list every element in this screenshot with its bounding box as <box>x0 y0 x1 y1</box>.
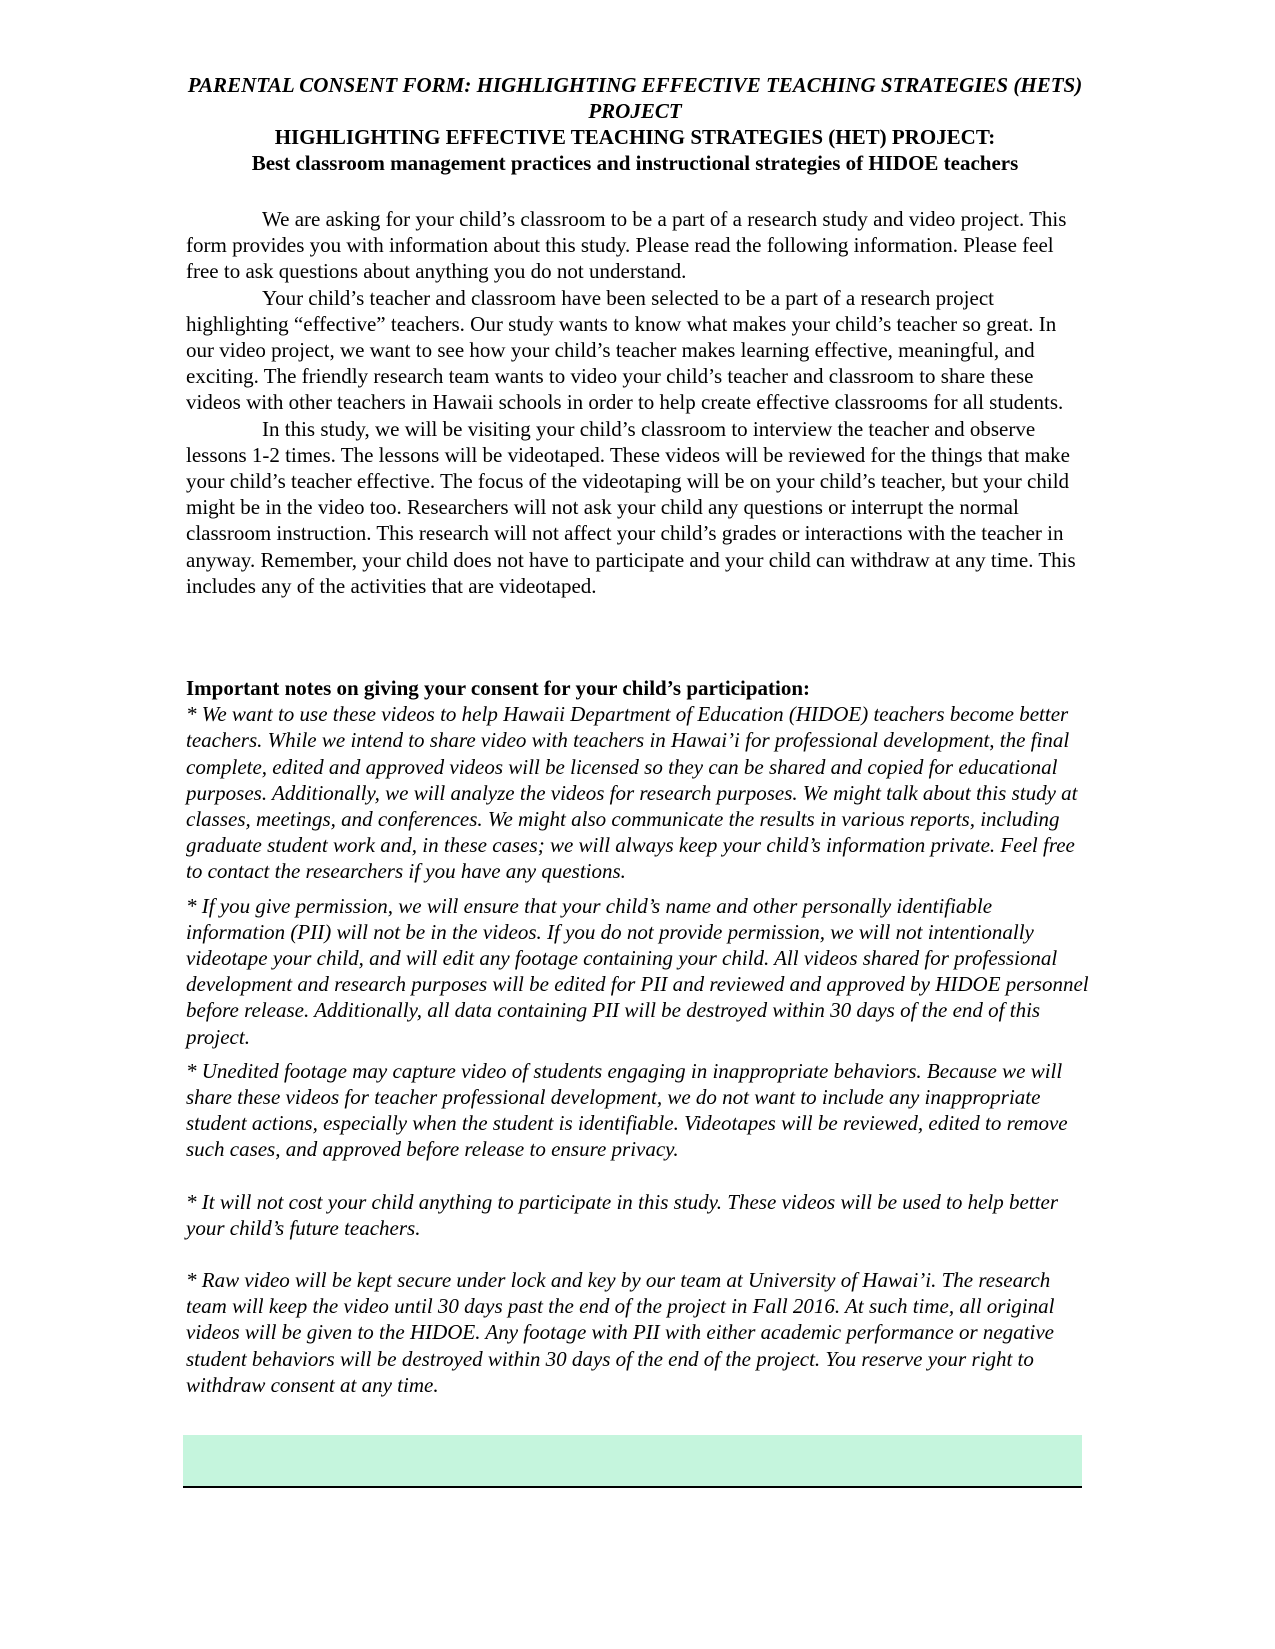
note-item-cost: * It will not cost your child anything to participate in this study. These videos will be used to help better your child’s future teachers. <box>186 1189 1058 1240</box>
note-item-usage: * We want to use these videos to help Hawaii Department of Education (HIDOE) teachers become better teachers. While we intend to share video with teachers in Hawai’i for professional development, the final complete, edited and approved videos will be licensed so they can be shared and copied for educational purposes. Additionally, we will analyze the videos for research purposes. We might talk about this study at classes, meetings, and conferences. We might also communicate the results in various reports, including graduate student work and, in these cases; we will always keep your child’s information private. Feel free to contact the researchers if you have any questions. <box>186 702 1078 884</box>
highlight-box <box>183 1435 1082 1488</box>
intro-paragraph-2: Your child’s teacher and classroom have been selected to be a part of a research project highlighting “effective” teachers. Our study wants to know what makes your child’s teacher so great. In our video project, we want to see how your child’s teacher makes learning effective, meaningful, and exciting. The friendly research team wants to video your child’s teacher and classroom to share these videos with other teachers in Hawaii schools in order to help create effective classrooms for all students. <box>186 285 1064 415</box>
project-title: HIGHLIGHTING EFFECTIVE TEACHING STRATEGIES (HET) PROJECT: <box>274 125 996 149</box>
note-item-permission: * If you give permission, we will ensure that your child’s name and other personally identifiable information (PII) will not be in the videos. If you do not provide permission, we will not intentionally videotape your child, and will edit any footage containing your child. All videos shared for professional development and research purposes will be edited for PII and reviewed and approved by HIDOE personnel before release. Additionally, all data containing PII will be destroyed within 30 days of the end of this project. <box>186 893 1089 1049</box>
important-notes-section <box>186 675 1091 1398</box>
intro-paragraph-1: We are asking for your child’s classroom to be a part of a research study and video project. This form provides you with information about this study. Please read the following information. Please feel free to ask questions about anything you do not understand. <box>186 207 1067 284</box>
note-item-unedited-footage: * Unedited footage may capture video of students engaging in inappropriate behaviors. Because we will share these videos for teacher professional development, we do not want to include any inappropriate student actions, especially when the student is identifiable. Videotapes will be reviewed, edited to remove such cases, and approved before release to ensure privacy. <box>186 1058 1068 1162</box>
intro-paragraph-3: In this study, we will be visiting your child’s classroom to interview the teacher and observe lessons 1-2 times. The lessons will be videotaped. These videos will be reviewed for the things that make your child’s teacher effective. The focus of the videotaping will be on your child’s teacher, but your child might be in the video too. Researchers will not ask your child any questions or interrupt the normal classroom instruction. This research will not affect your child’s grades or interactions with the teacher in anyway. Remember, your child does not have to participate and your child can withdraw at any time. This includes any of the activities that are videotaped. <box>186 416 1076 598</box>
project-subtitle: Best classroom management practices and instructional strategies of HIDOE teachers <box>251 151 1019 175</box>
intro-section <box>186 206 1086 599</box>
form-title: PARENTAL CONSENT FORM: HIGHLIGHTING EFFECTIVE TEACHING STRATEGIES (HETS) PROJECT <box>187 73 1083 123</box>
notes-heading: Important notes on giving your consent for your child’s participation: <box>186 676 811 700</box>
note-item-raw-video: * Raw video will be kept secure under lock and key by our team at University of Hawai’i. The research team will keep the video until 30 days past the end of the project in Fall 2016. At such time, all original videos will be given to the HIDOE. Any footage with PII with either academic performance or negative student behaviors will be destroyed within 30 days of the end of the project. You reserve your right to withdraw consent at any time. <box>186 1268 1055 1397</box>
document-header <box>180 72 1090 176</box>
